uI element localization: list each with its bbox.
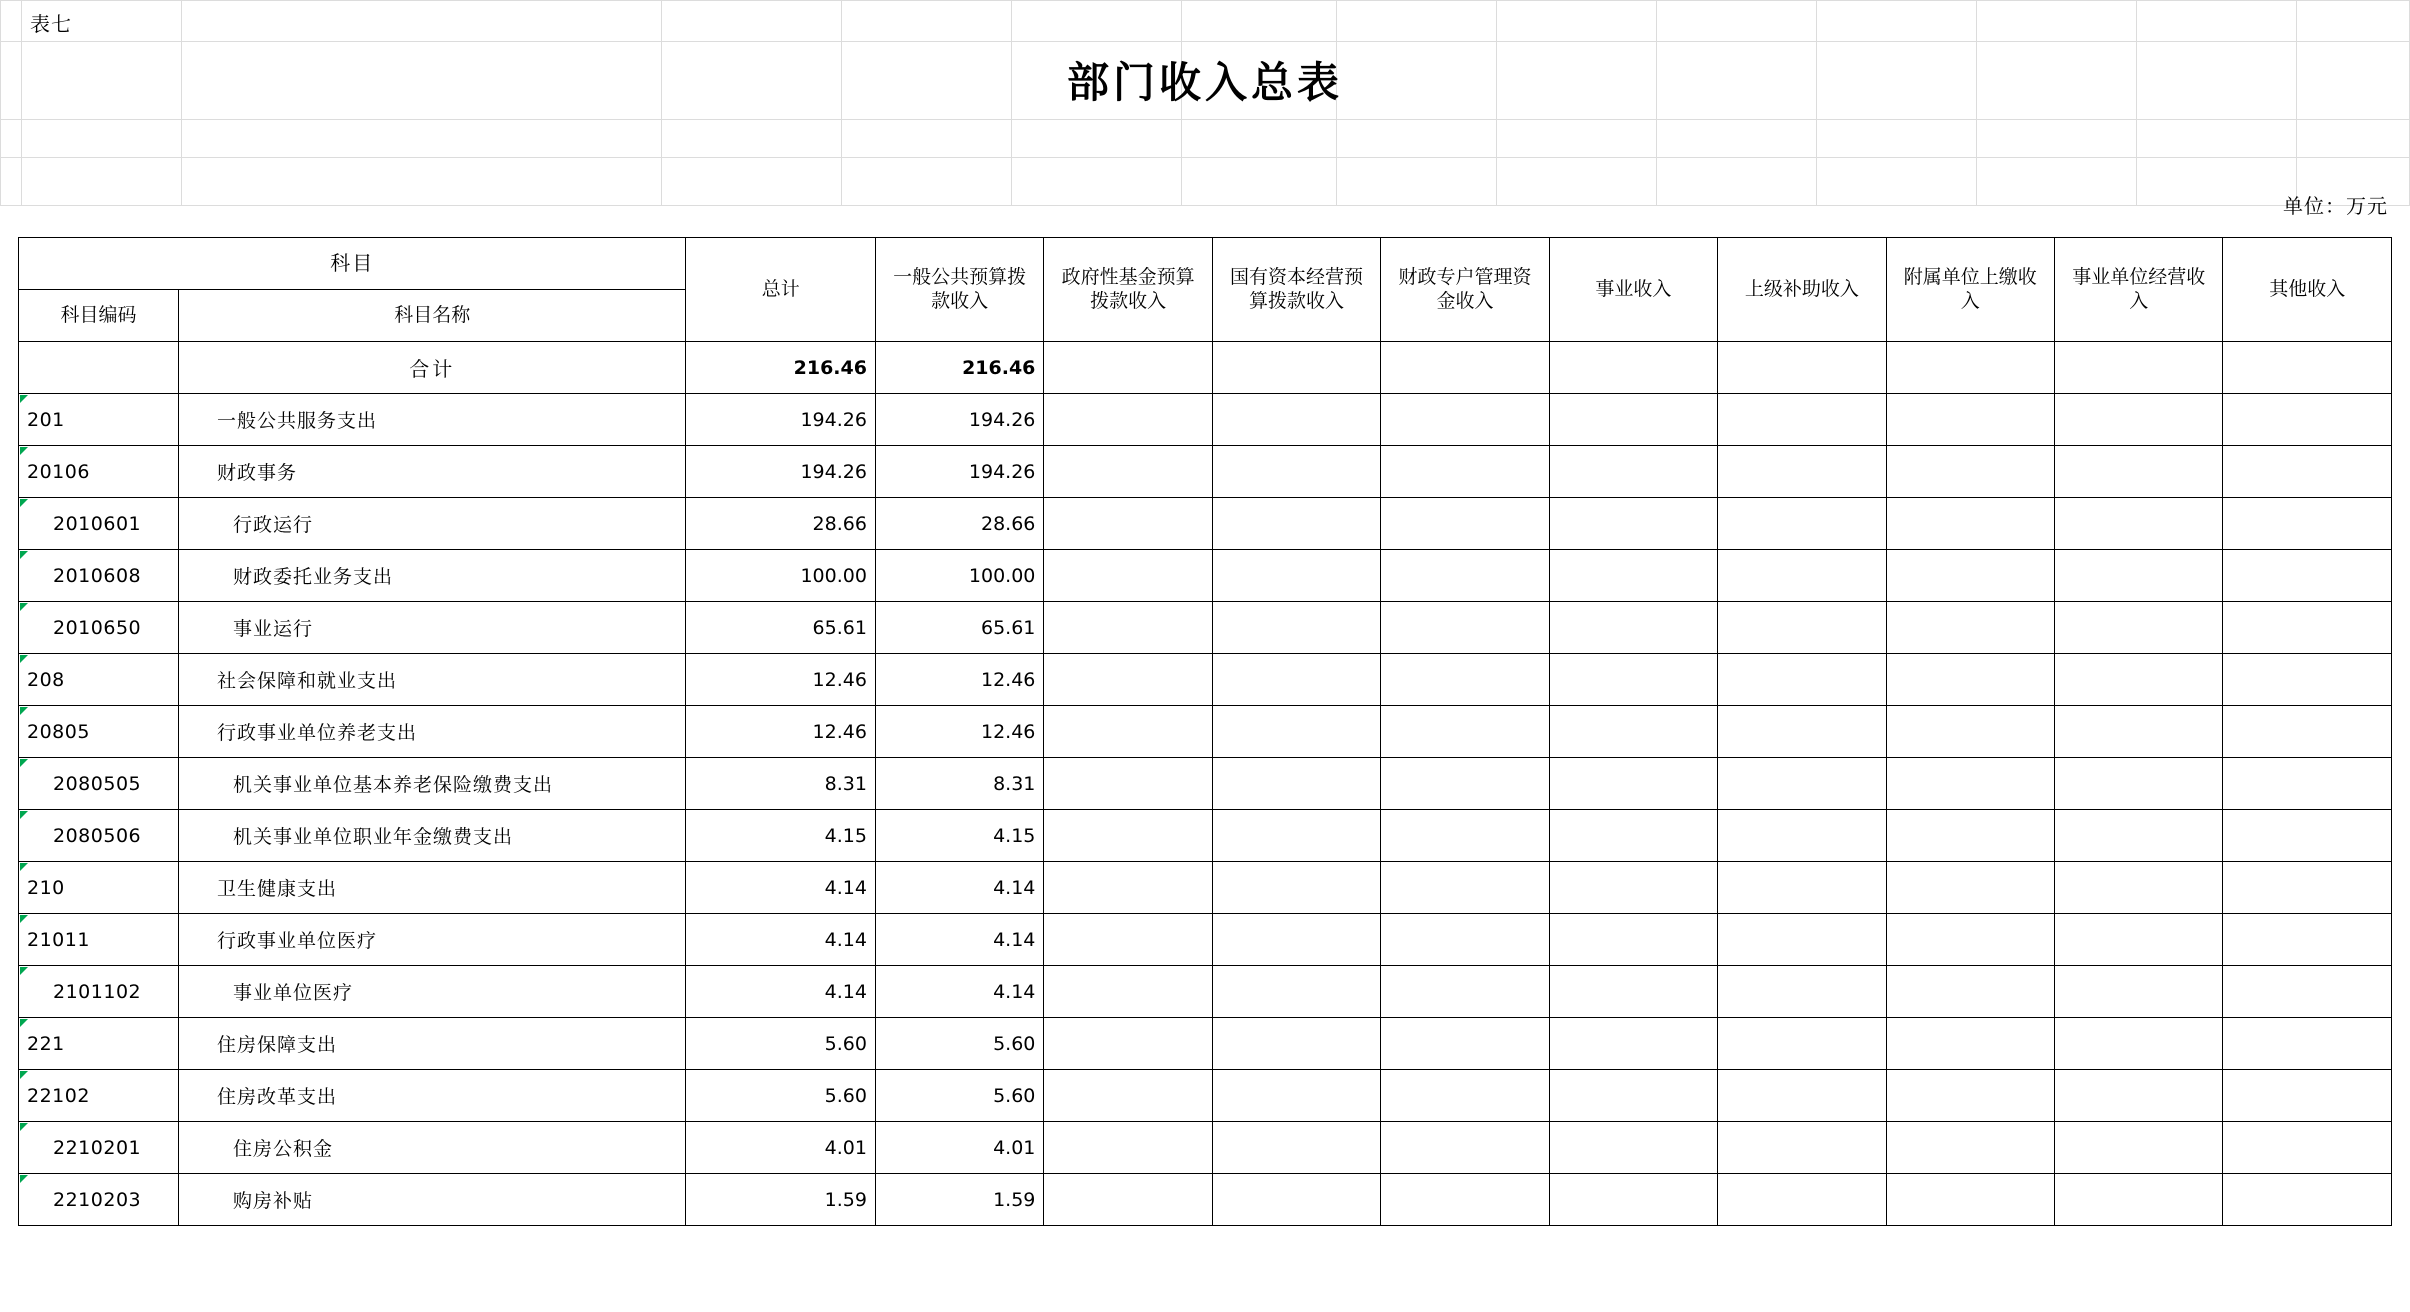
cell-value-5 [1549, 862, 1717, 914]
cell-value-2 [1044, 966, 1212, 1018]
cell-value-0: 12.46 [686, 706, 876, 758]
cell-value-3 [1212, 1174, 1380, 1226]
cell-value-7 [1886, 1018, 2054, 1070]
grid-cell [1497, 0, 1657, 42]
cell-value-4 [1381, 706, 1549, 758]
cell-value-0: 194.26 [686, 446, 876, 498]
cell-value-6 [1718, 498, 1886, 550]
cell-value-2 [1044, 706, 1212, 758]
cell-value-3 [1212, 1122, 1380, 1174]
cell-value-4 [1381, 862, 1549, 914]
cell-value-6 [1718, 914, 1886, 966]
cell-value-0: 100.00 [686, 550, 876, 602]
cell-value-3 [1212, 810, 1380, 862]
cell-value-4 [1381, 1070, 1549, 1122]
cell-value-8 [2055, 914, 2223, 966]
cell-value-6 [1718, 1018, 1886, 1070]
cell-value-7 [1886, 1174, 2054, 1226]
cell-code: 201 [19, 394, 179, 446]
grid-cell [2297, 0, 2410, 42]
cell-value-4 [1381, 966, 1549, 1018]
cell-value-4 [1381, 758, 1549, 810]
cell-value-7 [1886, 862, 2054, 914]
cell-value-4 [1381, 1174, 1549, 1226]
cell-value-6 [1718, 810, 1886, 862]
cell-value-1: 4.01 [875, 1122, 1043, 1174]
cell-value-1: 4.15 [875, 810, 1043, 862]
cell-value-0: 194.26 [686, 394, 876, 446]
grid-cell [1182, 0, 1337, 42]
cell-value-3 [1212, 446, 1380, 498]
cell-value-7 [1886, 1122, 2054, 1174]
cell-value-5 [1549, 966, 1717, 1018]
cell-code: 2010608 [19, 550, 179, 602]
cell-value-8 [2055, 498, 2223, 550]
cell-value-9 [2223, 1070, 2392, 1122]
cell-value-6 [1718, 966, 1886, 1018]
page-title: 部门收入总表 [1066, 58, 1343, 107]
cell-value-9 [2223, 706, 2392, 758]
cell-value-6 [1718, 654, 1886, 706]
cell-value-3 [1212, 706, 1380, 758]
cell-value-0: 4.14 [686, 914, 876, 966]
cell-value-2 [1044, 914, 1212, 966]
cell-code: 208 [19, 654, 179, 706]
cell-value-4 [1381, 550, 1549, 602]
grid-cell [1657, 120, 1817, 158]
cell-value-4 [1381, 342, 1549, 394]
grid-cell [22, 120, 182, 158]
cell-value-6 [1718, 602, 1886, 654]
cell-value-9 [2223, 550, 2392, 602]
cell-value-0: 4.01 [686, 1122, 876, 1174]
grid-cell [1817, 158, 1977, 206]
cell-name: 住房公积金 [179, 1122, 686, 1174]
cell-value-5 [1549, 550, 1717, 602]
table-row [19, 862, 2392, 914]
cell-value-0: 5.60 [686, 1070, 876, 1122]
table-row [19, 914, 2392, 966]
header-col-1: 一般公共预算拨款收入 [875, 238, 1043, 342]
cell-value-3 [1212, 758, 1380, 810]
cell-value-2 [1044, 446, 1212, 498]
table-row [19, 1122, 2392, 1174]
cell-value-3 [1212, 1070, 1380, 1122]
cell-name: 财政事务 [179, 446, 686, 498]
cell-value-9 [2223, 862, 2392, 914]
cell-total-label: 合计 [179, 342, 686, 394]
cell-value-3 [1212, 914, 1380, 966]
grid-cell [2137, 158, 2297, 206]
cell-value-2 [1044, 654, 1212, 706]
cell-value-0: 28.66 [686, 498, 876, 550]
cell-value-5 [1549, 1122, 1717, 1174]
cell-name: 住房改革支出 [179, 1070, 686, 1122]
cell-value-6 [1718, 342, 1886, 394]
cell-value-6 [1718, 1122, 1886, 1174]
cell-value-8 [2055, 602, 2223, 654]
cell-value-8 [2055, 1174, 2223, 1226]
cell-value-5 [1549, 1018, 1717, 1070]
cell-value-1: 12.46 [875, 654, 1043, 706]
table-row [19, 394, 2392, 446]
cell-name: 机关事业单位职业年金缴费支出 [179, 810, 686, 862]
cell-value-4 [1381, 446, 1549, 498]
cell-name: 住房保障支出 [179, 1018, 686, 1070]
cell-value-1: 5.60 [875, 1070, 1043, 1122]
cell-name: 购房补贴 [179, 1174, 686, 1226]
cell-value-7 [1886, 602, 2054, 654]
grid-cell [842, 120, 1012, 158]
grid-cell [2297, 120, 2410, 158]
cell-code [19, 342, 179, 394]
cell-value-2 [1044, 550, 1212, 602]
cell-value-9 [2223, 654, 2392, 706]
cell-value-5 [1549, 498, 1717, 550]
cell-value-0: 65.61 [686, 602, 876, 654]
cell-code: 2210201 [19, 1122, 179, 1174]
cell-name: 财政委托业务支出 [179, 550, 686, 602]
cell-value-8 [2055, 550, 2223, 602]
cell-code: 21011 [19, 914, 179, 966]
grid-cell [1012, 0, 1182, 42]
table-body [19, 342, 2392, 1226]
grid-cell [182, 158, 662, 206]
cell-value-9 [2223, 498, 2392, 550]
cell-value-6 [1718, 446, 1886, 498]
cell-value-9 [2223, 914, 2392, 966]
cell-value-4 [1381, 1122, 1549, 1174]
cell-value-2 [1044, 862, 1212, 914]
cell-value-4 [1381, 498, 1549, 550]
cell-name: 行政事业单位养老支出 [179, 706, 686, 758]
cell-value-2 [1044, 1174, 1212, 1226]
cell-value-7 [1886, 758, 2054, 810]
grid-cell [1817, 0, 1977, 42]
cell-value-2 [1044, 1070, 1212, 1122]
cell-value-3 [1212, 602, 1380, 654]
grid-cell [1182, 158, 1337, 206]
cell-value-2 [1044, 394, 1212, 446]
cell-name: 一般公共服务支出 [179, 394, 686, 446]
cell-value-3 [1212, 966, 1380, 1018]
cell-value-7 [1886, 498, 2054, 550]
grid-cell [842, 0, 1012, 42]
cell-value-8 [2055, 342, 2223, 394]
cell-value-1: 4.14 [875, 966, 1043, 1018]
grid-cell [1182, 120, 1337, 158]
cell-value-0: 4.14 [686, 862, 876, 914]
cell-value-9 [2223, 1174, 2392, 1226]
cell-name: 卫生健康支出 [179, 862, 686, 914]
cell-value-1: 5.60 [875, 1018, 1043, 1070]
grid-cell [2137, 0, 2297, 42]
grid-cell [1337, 158, 1497, 206]
cell-value-6 [1718, 394, 1886, 446]
header-subject-code: 科目编码 [19, 290, 179, 342]
cell-value-1: 194.26 [875, 394, 1043, 446]
table-header [19, 238, 2392, 342]
cell-value-1: 12.46 [875, 706, 1043, 758]
cell-code: 2010601 [19, 498, 179, 550]
cell-value-4 [1381, 394, 1549, 446]
grid-cell [1012, 120, 1182, 158]
cell-value-1: 194.26 [875, 446, 1043, 498]
header-subject-name: 科目名称 [179, 290, 686, 342]
grid-cell [22, 158, 182, 206]
header-col-0: 总计 [686, 238, 876, 342]
cell-name: 事业单位医疗 [179, 966, 686, 1018]
table-row [19, 810, 2392, 862]
cell-value-9 [2223, 602, 2392, 654]
header-col-2: 政府性基金预算拨款收入 [1044, 238, 1212, 342]
cell-value-1: 8.31 [875, 758, 1043, 810]
cell-value-0: 8.31 [686, 758, 876, 810]
table-row [19, 602, 2392, 654]
header-subject-group: 科目 [19, 238, 686, 290]
cell-value-3 [1212, 654, 1380, 706]
cell-value-1: 4.14 [875, 914, 1043, 966]
cell-value-8 [2055, 1070, 2223, 1122]
grid-cell [1657, 158, 1817, 206]
cell-code: 2080505 [19, 758, 179, 810]
cell-value-9 [2223, 966, 2392, 1018]
cell-name: 事业运行 [179, 602, 686, 654]
cell-value-5 [1549, 394, 1717, 446]
header-col-5: 事业收入 [1549, 238, 1717, 342]
cell-value-5 [1549, 758, 1717, 810]
cell-value-5 [1549, 654, 1717, 706]
grid-cell [1497, 120, 1657, 158]
cell-value-1: 216.46 [875, 342, 1043, 394]
cell-value-3 [1212, 550, 1380, 602]
cell-value-5 [1549, 602, 1717, 654]
cell-value-2 [1044, 810, 1212, 862]
cell-value-6 [1718, 550, 1886, 602]
cell-value-1: 4.14 [875, 862, 1043, 914]
cell-value-9 [2223, 1122, 2392, 1174]
cell-value-4 [1381, 914, 1549, 966]
cell-value-7 [1886, 810, 2054, 862]
cell-code: 2210203 [19, 1174, 179, 1226]
cell-value-9 [2223, 1018, 2392, 1070]
cell-value-7 [1886, 966, 2054, 1018]
table-row [19, 1174, 2392, 1226]
cell-value-8 [2055, 758, 2223, 810]
cell-value-0: 12.46 [686, 654, 876, 706]
cell-value-2 [1044, 602, 1212, 654]
cell-value-8 [2055, 446, 2223, 498]
cell-code: 2080506 [19, 810, 179, 862]
grid-cell [662, 120, 842, 158]
cell-value-3 [1212, 1018, 1380, 1070]
cell-code: 20106 [19, 446, 179, 498]
cell-value-0: 1.59 [686, 1174, 876, 1226]
cell-value-6 [1718, 1174, 1886, 1226]
cell-code: 22102 [19, 1070, 179, 1122]
cell-code: 210 [19, 862, 179, 914]
cell-value-5 [1549, 914, 1717, 966]
cell-value-8 [2055, 1122, 2223, 1174]
grid-cell [842, 158, 1012, 206]
unit-note: 单位：万元 [2283, 194, 2388, 218]
cell-value-6 [1718, 758, 1886, 810]
table-row [19, 1018, 2392, 1070]
grid-cell [662, 158, 842, 206]
table-row [19, 1070, 2392, 1122]
grid-cell [0, 0, 22, 42]
header-col-3: 国有资本经营预算拨款收入 [1212, 238, 1380, 342]
grid-cell [1337, 0, 1497, 42]
cell-value-9 [2223, 446, 2392, 498]
grid-cell [1337, 120, 1497, 158]
cell-value-7 [1886, 446, 2054, 498]
cell-value-4 [1381, 602, 1549, 654]
cell-name: 行政事业单位医疗 [179, 914, 686, 966]
cell-value-7 [1886, 1070, 2054, 1122]
table-tag: 表七 [30, 12, 72, 36]
cell-value-3 [1212, 394, 1380, 446]
cell-code: 20805 [19, 706, 179, 758]
cell-value-8 [2055, 1018, 2223, 1070]
table-row [19, 446, 2392, 498]
cell-value-8 [2055, 706, 2223, 758]
cell-value-8 [2055, 394, 2223, 446]
cell-value-7 [1886, 550, 2054, 602]
cell-value-6 [1718, 862, 1886, 914]
cell-value-0: 5.60 [686, 1018, 876, 1070]
grid-cell [182, 120, 662, 158]
cell-value-2 [1044, 498, 1212, 550]
table-row [19, 706, 2392, 758]
cell-value-7 [1886, 706, 2054, 758]
cell-value-5 [1549, 810, 1717, 862]
cell-value-1: 65.61 [875, 602, 1043, 654]
header-col-4: 财政专户管理资金收入 [1381, 238, 1549, 342]
cell-value-5 [1549, 1070, 1717, 1122]
table-row-total [19, 342, 2392, 394]
cell-code: 2101102 [19, 966, 179, 1018]
cell-value-7 [1886, 342, 2054, 394]
cell-value-4 [1381, 654, 1549, 706]
background-grid [0, 0, 2410, 228]
grid-cell [1977, 0, 2137, 42]
table-row [19, 550, 2392, 602]
table-row [19, 498, 2392, 550]
cell-name: 机关事业单位基本养老保险缴费支出 [179, 758, 686, 810]
table-row [19, 654, 2392, 706]
header-col-7: 附属单位上缴收入 [1886, 238, 2054, 342]
cell-value-1: 1.59 [875, 1174, 1043, 1226]
cell-value-9 [2223, 342, 2392, 394]
table-header-row-1 [19, 238, 2392, 290]
cell-code: 221 [19, 1018, 179, 1070]
grid-cell [0, 120, 22, 158]
grid-cell [1497, 158, 1657, 206]
cell-value-5 [1549, 706, 1717, 758]
grid-cell [1012, 158, 1182, 206]
cell-value-0: 216.46 [686, 342, 876, 394]
income-summary-table [18, 237, 2392, 1226]
cell-value-7 [1886, 394, 2054, 446]
cell-code: 2010650 [19, 602, 179, 654]
cell-value-2 [1044, 342, 1212, 394]
grid-cell [1977, 120, 2137, 158]
cell-value-7 [1886, 654, 2054, 706]
cell-value-5 [1549, 342, 1717, 394]
cell-value-1: 28.66 [875, 498, 1043, 550]
grid-cell [182, 0, 662, 42]
cell-value-7 [1886, 914, 2054, 966]
cell-value-0: 4.14 [686, 966, 876, 1018]
cell-value-6 [1718, 1070, 1886, 1122]
cell-value-3 [1212, 342, 1380, 394]
cell-value-9 [2223, 394, 2392, 446]
cell-value-2 [1044, 1018, 1212, 1070]
cell-value-2 [1044, 1122, 1212, 1174]
cell-value-1: 100.00 [875, 550, 1043, 602]
table-row [19, 966, 2392, 1018]
cell-value-3 [1212, 498, 1380, 550]
cell-value-0: 4.15 [686, 810, 876, 862]
cell-value-5 [1549, 446, 1717, 498]
cell-value-4 [1381, 1018, 1549, 1070]
cell-name: 行政运行 [179, 498, 686, 550]
cell-value-8 [2055, 862, 2223, 914]
cell-name: 社会保障和就业支出 [179, 654, 686, 706]
header-col-6: 上级补助收入 [1718, 238, 1886, 342]
cell-value-9 [2223, 810, 2392, 862]
cell-value-8 [2055, 654, 2223, 706]
cell-value-3 [1212, 862, 1380, 914]
cell-value-8 [2055, 810, 2223, 862]
grid-cell [0, 158, 22, 206]
table-row [19, 758, 2392, 810]
header-col-9: 其他收入 [2223, 238, 2392, 342]
cell-value-2 [1044, 758, 1212, 810]
cell-value-4 [1381, 810, 1549, 862]
cell-value-6 [1718, 706, 1886, 758]
cell-value-8 [2055, 966, 2223, 1018]
grid-cell [1817, 120, 1977, 158]
grid-cell [662, 0, 842, 42]
header-col-8: 事业单位经营收入 [2055, 238, 2223, 342]
cell-value-9 [2223, 758, 2392, 810]
cell-value-5 [1549, 1174, 1717, 1226]
grid-cell [1657, 0, 1817, 42]
grid-cell [1977, 158, 2137, 206]
grid-cell [2137, 120, 2297, 158]
